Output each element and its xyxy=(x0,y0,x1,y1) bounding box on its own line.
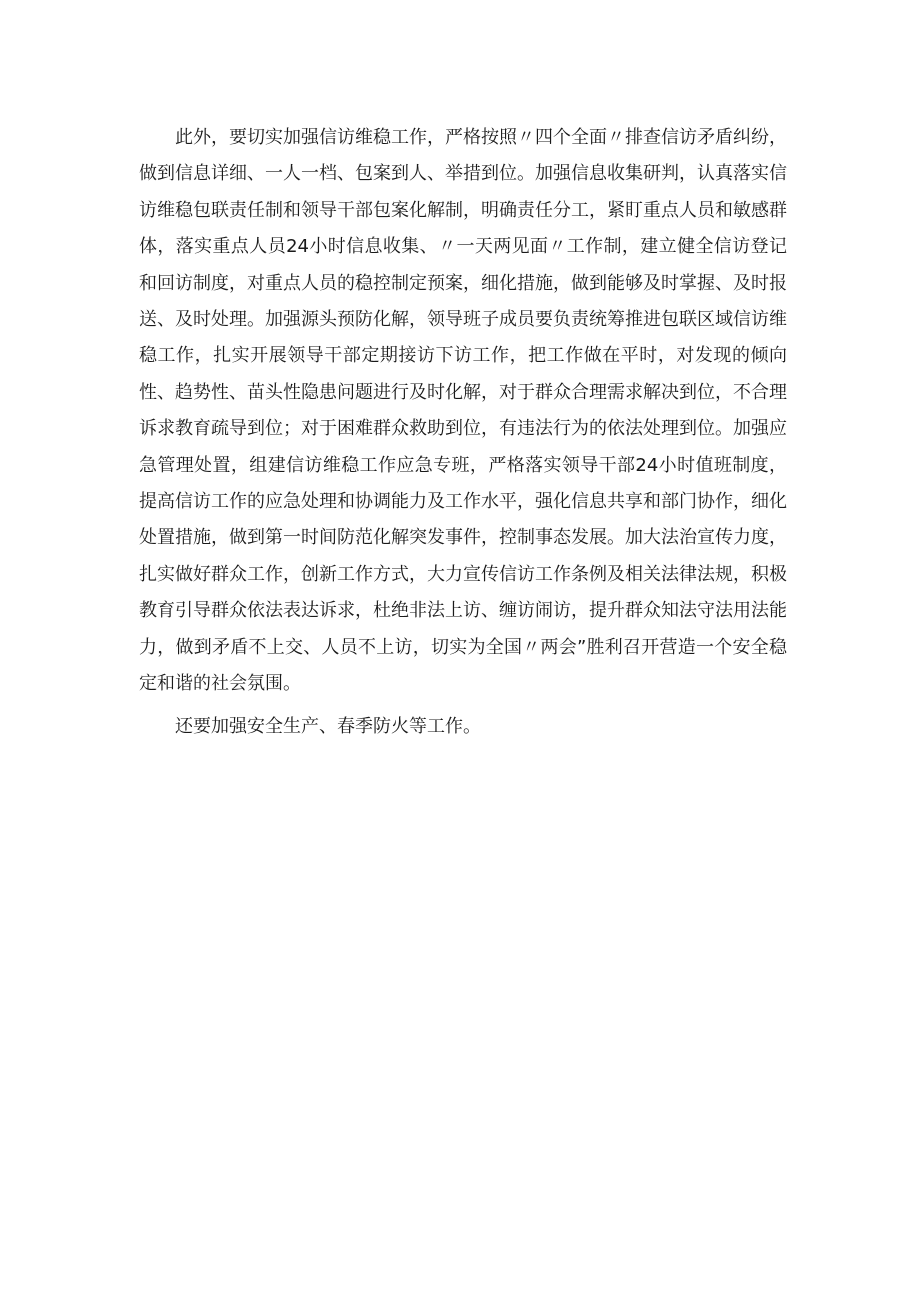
paragraph-petition-stability: 此外，要切实加强信访维稳工作，严格按照〃四个全面〃排查信访矛盾纠纷，做到信息详细、一人一档、包案到人、举措到位。加强信息收集研判，认真落实信访维稳包联责任制和领导干部包案化解制，明确责任分工，紧盯重点人员和敏感群体，落实重点人员24小时信息收集、〃一天两见面〃工作制，建立健全信访登记和回访制度，对重点人员的稳控制定预案，细化措施，做到能够及时掌握、及时报送、及时处理。加强源头预防化解，领导班子成员要负责统筹推进包联区域信访维稳工作，扎实开展领导干部定期接访下访工作，把工作做在平时，对发现的倾向性、趋势性、苗头性隐患问题进行及时化解，对于群众合理需求解决到位，不合理诉求教育疏导到位；对于困难群众救助到位，有违法行为的依法处理到位。加强应急管理处置，组建信访维稳工作应急专班，严格落实领导干部24小时值班制度，提高信访工作的应急处理和协调能力及工作水平，强化信息共享和部门协作，细化处置措施，做到第一时间防范化解突发事件，控制事态发展。加大法治宣传力度，扎实做好群众工作，创新工作方式，大力宣传信访工作条例及相关法律法规，积极教育引导群众依法表达诉求，杜绝非法上访、缠访闹访，提升群众知法守法用法能力，做到矛盾不上交、人员不上访，切实为全国〃两会”胜利召开营造一个安全稳定和谐的社会氛围。 xyxy=(139,127,787,695)
paragraph-safety-fire-prevention: 还要加强安全生产、春季防火等工作。 xyxy=(175,715,481,737)
document-body xyxy=(139,120,787,745)
